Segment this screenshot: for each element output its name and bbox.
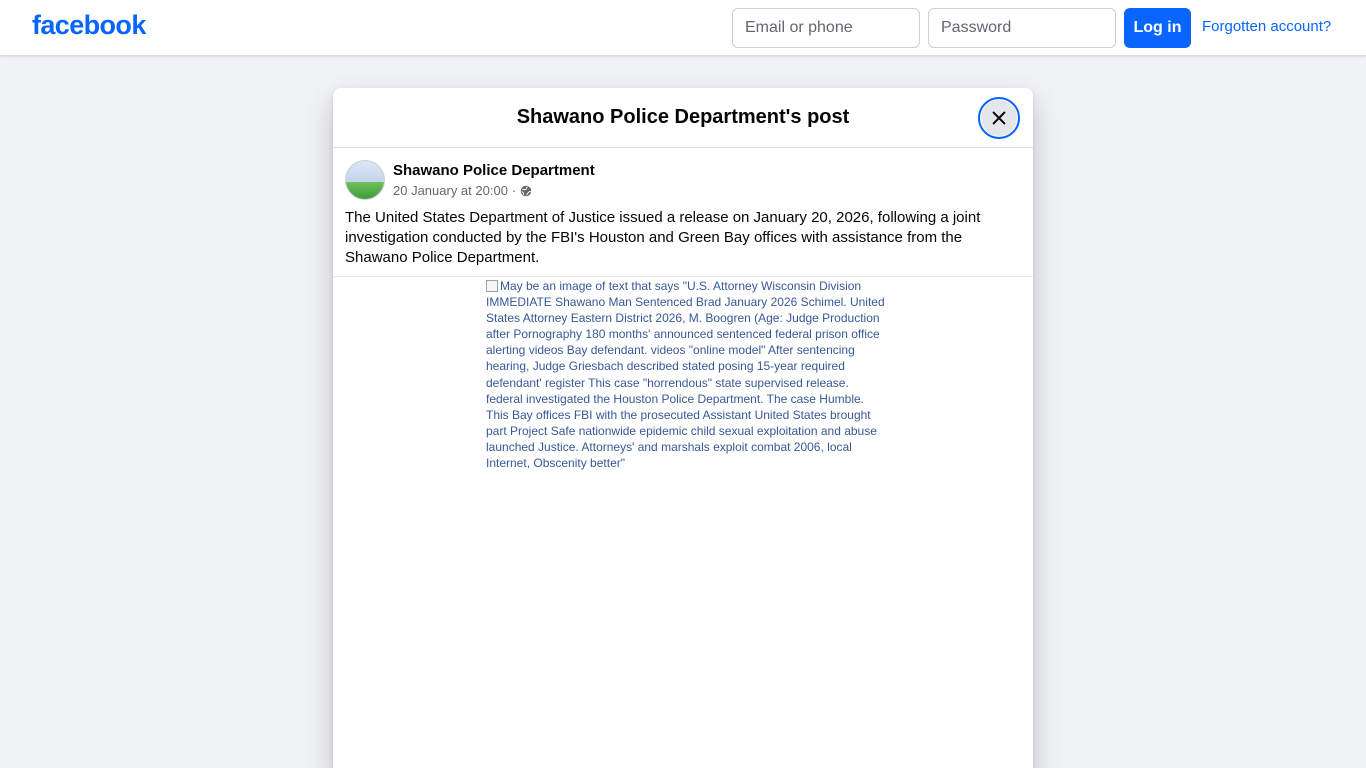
login-button[interactable]: Log in (1124, 8, 1191, 48)
globe-icon (520, 185, 532, 197)
email-input[interactable] (732, 8, 920, 48)
post-meta (393, 183, 532, 198)
close-button[interactable] (978, 97, 1020, 139)
password-input[interactable] (928, 8, 1116, 48)
image-alt-label: May be an image of text that says "U.S. Attorney Wisconsin Division IMMEDIATE Shawano Man Sentenced Brad January 2026 Schimel. United States Attorney Eastern District 2026, M. Boogren (Age: Judge Production after Pornography 180 months' announced sentenced federal prison office alerting videos Bay defendant. videos "online model" After sentencing hearing, Judge Griesbach described stated posing 15-year required defendant' register This case "horrendous" state supervised release. federal investigated the Houston Police Department. The case Humble. This Bay offices FBI with the prosecuted Assistant United States brought part Project Safe nationwide epidemic child sexual exploitation and abuse launched Justice. Attorneys' and marshals exploit combat 2006, local Internet, Obscenity better" (486, 279, 885, 471)
facebook-logo[interactable]: facebook (32, 10, 146, 40)
post-text: The United States Department of Justice issued a release on January 20, 2026, following a joint investigation conducted by the FBI's Houston and Green Bay offices with assistance from the Shawano Police Department. (345, 209, 981, 266)
post-dialog (333, 88, 1033, 768)
avatar[interactable] (345, 160, 385, 200)
post-timestamp[interactable]: 20 January at 20:00 (393, 183, 508, 198)
image-alt-text (486, 278, 886, 471)
dialog-header (333, 88, 1033, 148)
post-image[interactable] (333, 277, 1033, 768)
top-navigation-bar (0, 0, 1366, 56)
meta-separator: · (511, 183, 517, 198)
close-icon (990, 109, 1008, 127)
dialog-title: Shawano Police Department's post (516, 106, 850, 128)
post-author[interactable]: Shawano Police Department (393, 162, 595, 179)
post-header (333, 148, 1033, 210)
broken-image-icon (486, 280, 498, 292)
forgotten-account-link[interactable]: Forgotten account? (1202, 18, 1332, 35)
